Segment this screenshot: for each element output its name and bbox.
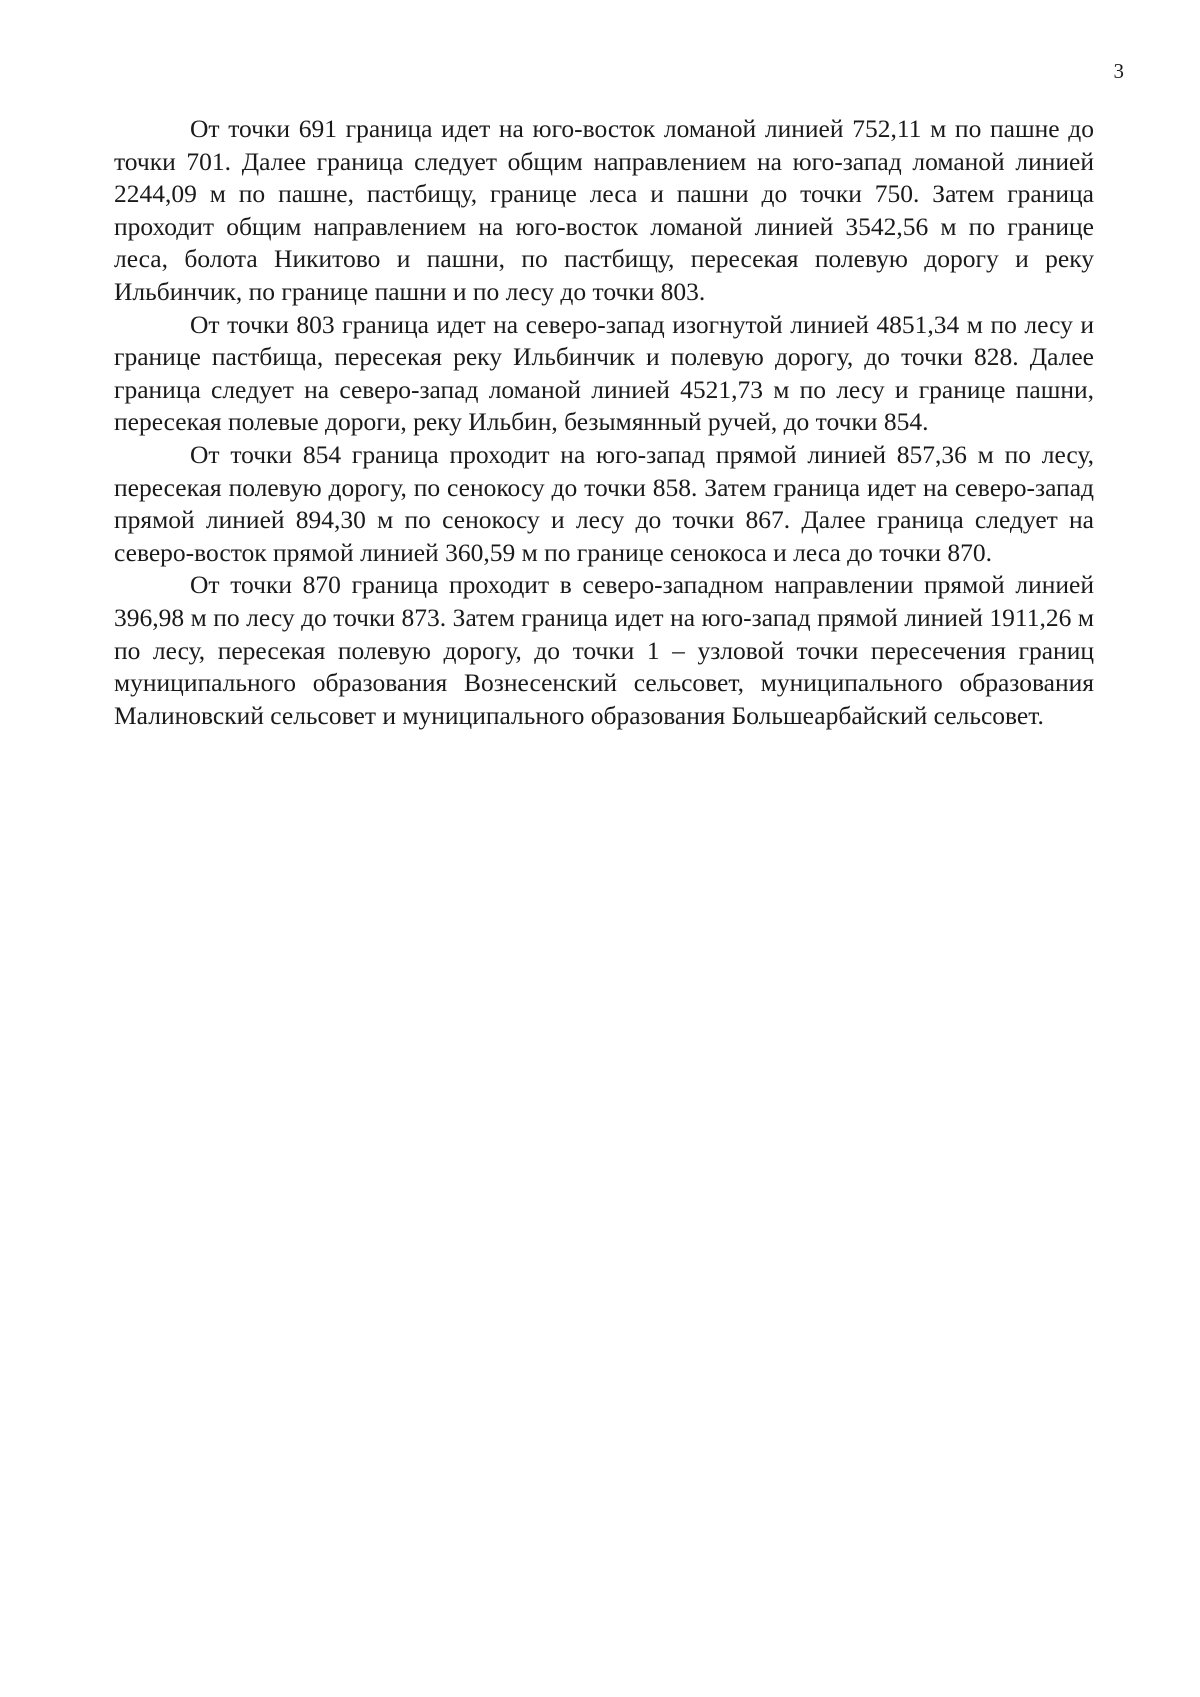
paragraph-1: От точки 691 граница идет на юго-восток ломаной линией 752,11 м по пашне до точки 701. Далее граница следует общим направлением на юго-запад ломаной линией 2244,09 м по пашне, пастбищу, границе леса и пашни до точки 750. Затем граница проходит общим направлением на юго-восток ломаной линией 3542,56 м по границе леса, болота Никитово и пашни, по пастбищу, пересекая полевую дорогу и реку Ильбинчик, по границе пашни и по лесу до точки 803. <box>114 114 1094 306</box>
paragraph-2: От точки 803 граница идет на северо-запад изогнутой линией 4851,34 м по лесу и границе пастбища, пересекая реку Ильбинчик и полевую дорогу, до точки 828. Далее граница следует на северо-запад ломаной линией 4521,73 м по лесу и границе пашни, пересекая полевые дороги, реку Ильбин, безымянный ручей, до точки 854. <box>114 309 1094 437</box>
paragraph-3: От точки 854 граница проходит на юго-запад прямой линией 857,36 м по лесу, пересекая полевую дорогу, по сенокосу до точки 858. Затем граница идет на северо-запад прямой линией 894,30 м по сенокосу и лесу до точки 867. Далее граница следует на северо-восток прямой линией 360,59 м по границе сенокоса и леса до точки 870. <box>114 439 1094 567</box>
document-body <box>114 113 1094 732</box>
page-number: 3 <box>1113 59 1124 83</box>
paragraph-4: От точки 870 граница проходит в северо-западном направлении прямой линией 396,98 м по лесу до точки 873. Затем граница идет на юго-запад прямой линией 1911,26 м по лесу, пересекая полевую дорогу, до точки 1 – узловой точки пересечения границ муниципального образования Вознесенский сельсовет, муниципального образования Малиновский сельсовет и муниципального образования Большеарбайский сельсовет. <box>114 570 1094 730</box>
